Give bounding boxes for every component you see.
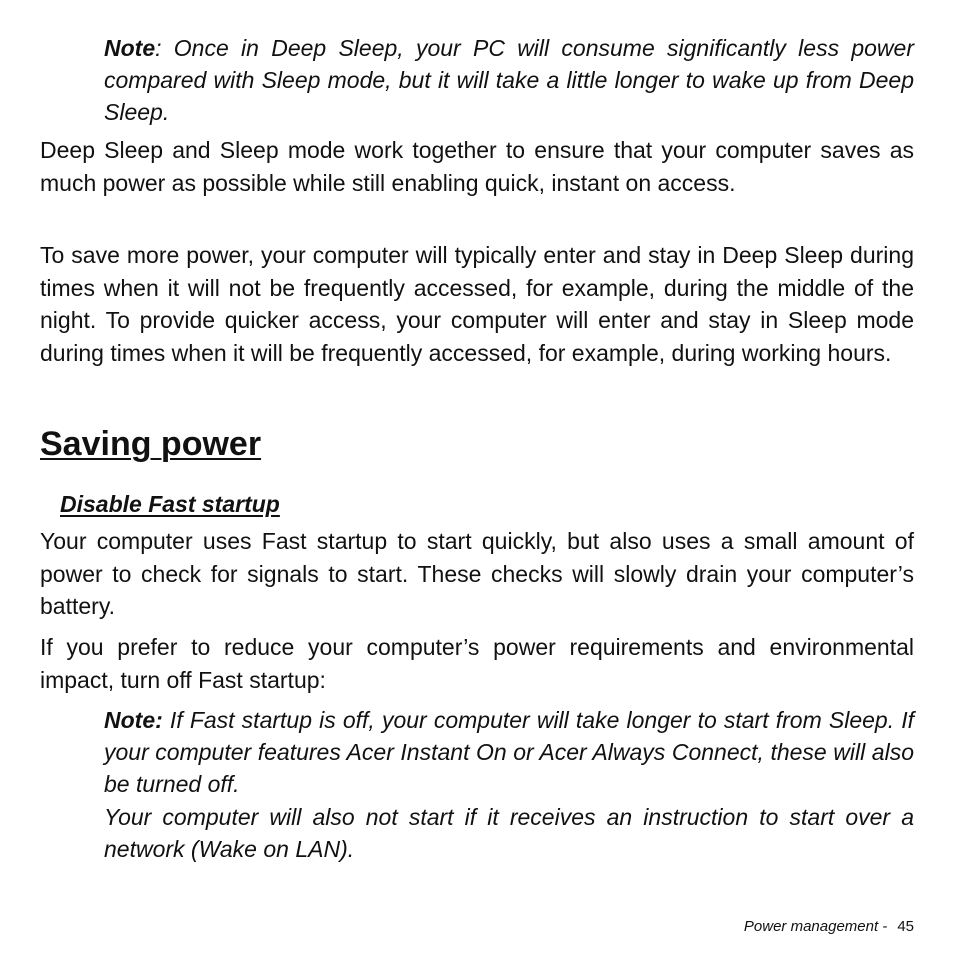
section-heading: Saving power [40,425,262,463]
paragraph-fast-startup: Your computer uses Fast startup to start quickly, but also uses a small amount of power to check for signals to start. These checks will slowly drain your computer’s battery. [40,528,914,619]
page-footer [744,916,914,938]
paragraph-reduce-power: If you prefer to reduce your computer’s power requirements and environmental impact, turn off Fast startup: [40,634,914,693]
page-number: 45 [897,918,914,935]
note-fast-startup [104,704,914,865]
footer-section: Power management - [743,918,888,935]
paragraph-save-more-power: To save more power, your computer will typically enter and stay in Deep Sleep during times when it will not be frequently accessed, for example, during the middle of the night. To provide quicker access, your computer will enter and stay in Sleep mode during times when it will be frequently accessed, for example, during working hours. [40,242,914,366]
paragraph-deep-sleep-together: Deep Sleep and Sleep mode work together to ensure that your computer saves as much power as possible while still enabling quick, instant on access. [40,137,914,196]
note-text: : Once in Deep Sleep, your PC will consume significantly less power compared with Sleep mode, but it will take a little longer to wake up from Deep Sleep. [104,35,914,125]
note-fast-startup-line1 [104,704,914,800]
note-label: Note: [104,707,163,733]
note-label: Note [104,35,156,61]
note-deep-sleep [104,32,914,128]
note-fast-startup-line2: Your computer will also not start if it receives an instruction to start over a network (Wake on LAN). [104,804,914,862]
subsection-heading: Disable Fast startup [60,491,280,517]
note-text: If Fast startup is off, your computer will take longer to start from Sleep. If your computer features Acer Instant On or Acer Always Connect, these will also be turned off. [104,707,914,797]
